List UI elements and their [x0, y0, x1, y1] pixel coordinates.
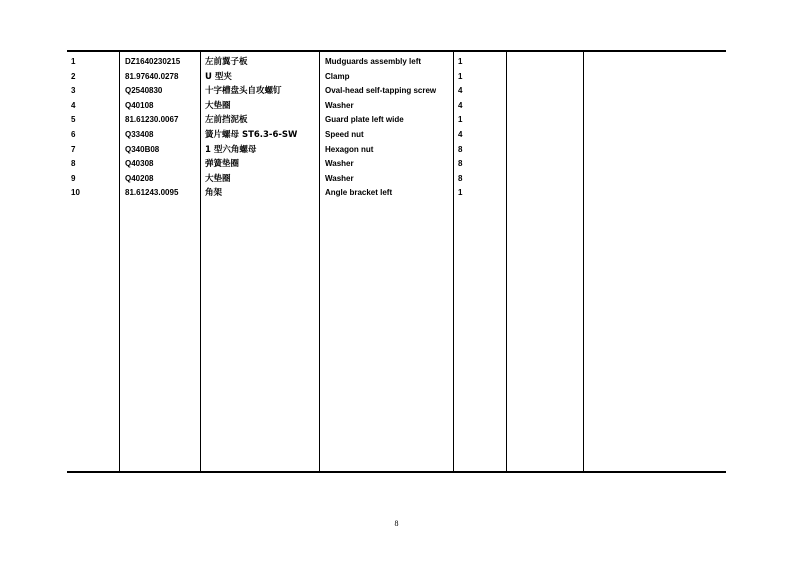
part-number-cell: 6 [71, 129, 76, 139]
table-row [67, 99, 726, 114]
part-code-cell: Q340B08 [125, 144, 160, 154]
part-number-cell: 9 [71, 173, 76, 183]
part-number-cell: 10 [71, 188, 80, 198]
part-number-cell: 4 [71, 100, 76, 110]
quantity-cell: 1 [458, 115, 463, 125]
table-row [67, 157, 726, 172]
part-name-english-cell: Speed nut [325, 129, 364, 139]
quantity-cell: 1 [458, 188, 463, 198]
part-code-cell: Q40108 [125, 100, 154, 110]
part-name-chinese-cell: 左前翼子板 [205, 57, 248, 67]
part-number-cell: 5 [71, 115, 76, 125]
part-name-english-cell: Clamp [325, 71, 350, 81]
table-row [67, 186, 726, 201]
part-number-cell: 8 [71, 159, 76, 169]
table-row [67, 70, 726, 85]
part-code-cell: Q40208 [125, 173, 154, 183]
part-code-cell: Q40308 [125, 159, 154, 169]
part-name-english-cell: Washer [325, 100, 354, 110]
part-number-cell: 3 [71, 86, 76, 96]
part-name-english-cell: Washer [325, 173, 354, 183]
quantity-cell: 4 [458, 86, 463, 96]
part-name-chinese-cell: 大垫圈 [205, 100, 231, 111]
part-name-chinese-cell: 左前挡泥板 [205, 115, 248, 126]
part-name-english-cell: Hexagon nut [325, 144, 374, 154]
table-row [67, 84, 726, 99]
quantity-cell: 8 [458, 173, 463, 183]
page-number: 8 [394, 519, 399, 528]
part-name-english-cell: Mudguards assembly left [325, 57, 422, 66]
quantity-cell: 8 [458, 159, 463, 169]
part-name-chinese-cell: 角架 [205, 188, 223, 199]
part-name-english-cell: Oval-head self-tapping screw [325, 86, 437, 96]
quantity-cell: 1 [458, 57, 463, 66]
quantity-cell: 8 [458, 144, 463, 154]
quantity-cell: 4 [458, 129, 463, 139]
part-name-english-cell: Guard plate left wide [325, 115, 404, 125]
parts-rows [67, 55, 726, 201]
table-row [67, 113, 726, 128]
part-name-chinese-cell: 簧片螺母 ST6.3-6-SW [205, 129, 298, 140]
part-code-cell: 81.61230.0067 [125, 115, 179, 125]
table-row [67, 143, 726, 158]
part-name-chinese-cell: 大垫圈 [205, 173, 231, 184]
part-code-cell: Q2540830 [125, 86, 163, 96]
part-name-chinese-cell: 1 型六角螺母 [205, 144, 257, 155]
part-name-chinese-cell: 十字槽盘头自攻螺钉 [205, 86, 282, 97]
table-row [67, 172, 726, 187]
part-number-cell: 2 [71, 71, 76, 81]
parts-table [67, 50, 726, 473]
quantity-cell: 4 [458, 100, 463, 110]
part-code-cell: Q33408 [125, 129, 154, 139]
part-number-cell: 7 [71, 144, 76, 154]
table-row [67, 128, 726, 143]
part-name-chinese-cell: U 型夹 [205, 71, 232, 82]
part-code-cell: DZ1640230215 [125, 57, 181, 66]
table-row [67, 55, 726, 70]
part-name-chinese-cell: 弹簧垫圈 [205, 159, 240, 170]
part-name-english-cell: Washer [325, 159, 354, 169]
quantity-cell: 1 [458, 71, 463, 81]
part-number-cell: 1 [71, 57, 76, 66]
part-code-cell: 81.97640.0278 [125, 71, 179, 81]
part-code-cell: 81.61243.0095 [125, 188, 179, 198]
part-name-english-cell: Angle bracket left [325, 188, 393, 198]
